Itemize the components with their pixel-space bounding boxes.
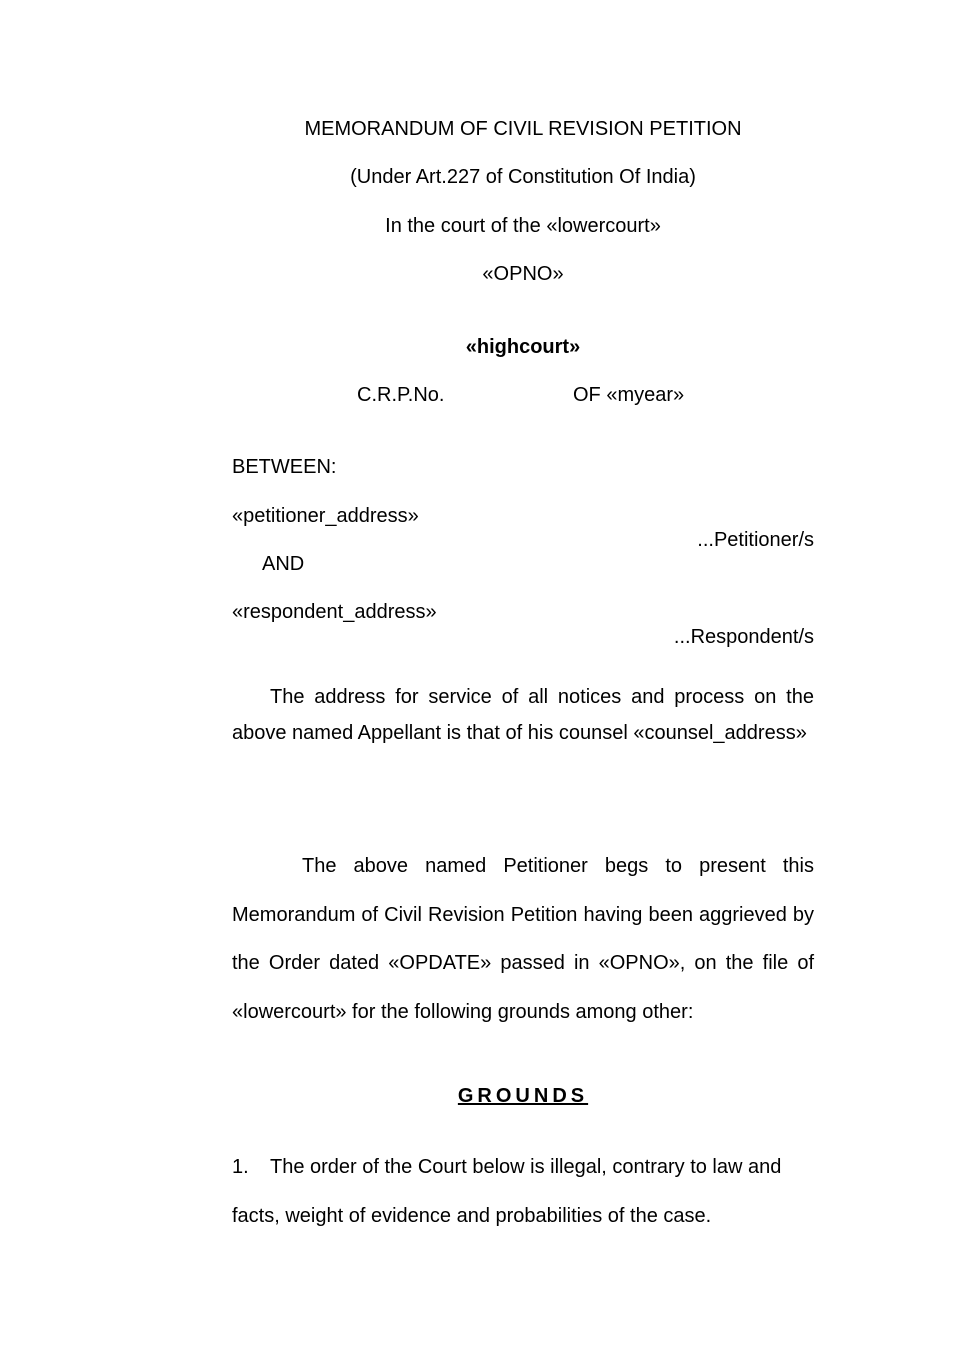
grounds-heading: GROUNDS <box>457 1085 589 1107</box>
and-label: AND <box>262 553 305 575</box>
petition-text: The above named Petitioner begs to present this Memorandum of Civil Revision Petition having been aggrieved by the Order dated «OPDATE» passed in «OPNO», on the file of «lowercourt» for the following grounds among other: <box>232 855 814 1023</box>
service-address-text: The address for service of all notices and process on the above named Appellant is that of his counsel «counsel_address» <box>232 686 814 744</box>
op-number: «OPNO» <box>482 263 564 285</box>
petition-paragraph <box>232 842 814 1036</box>
respondent-address: «respondent_address» <box>232 601 437 623</box>
lower-court-line: In the court of the «lowercourt» <box>385 215 661 237</box>
crp-number-label: C.R.P.No. <box>357 384 445 406</box>
grounds-list <box>232 1143 814 1241</box>
petitioner-role: ...Petitioner/s <box>697 529 814 551</box>
respondent-role: ...Respondent/s <box>673 626 814 648</box>
ground-text: The order of the Court below is illegal, contrary to law and facts, weight of evidence and probabilities of the case. <box>232 1156 782 1227</box>
document-subtitle: (Under Art.227 of Constitution Of India) <box>350 166 696 188</box>
between-label: BETWEEN: <box>232 456 337 478</box>
ground-number: 1. <box>232 1156 249 1178</box>
crp-year: OF «myear» <box>573 384 685 406</box>
high-court-name: «highcourt» <box>465 336 581 358</box>
petitioner-address: «petitioner_address» <box>232 505 419 527</box>
document-title: MEMORANDUM OF CIVIL REVISION PETITION <box>304 118 742 140</box>
service-address-paragraph <box>232 679 814 751</box>
ground-item <box>232 1143 814 1241</box>
